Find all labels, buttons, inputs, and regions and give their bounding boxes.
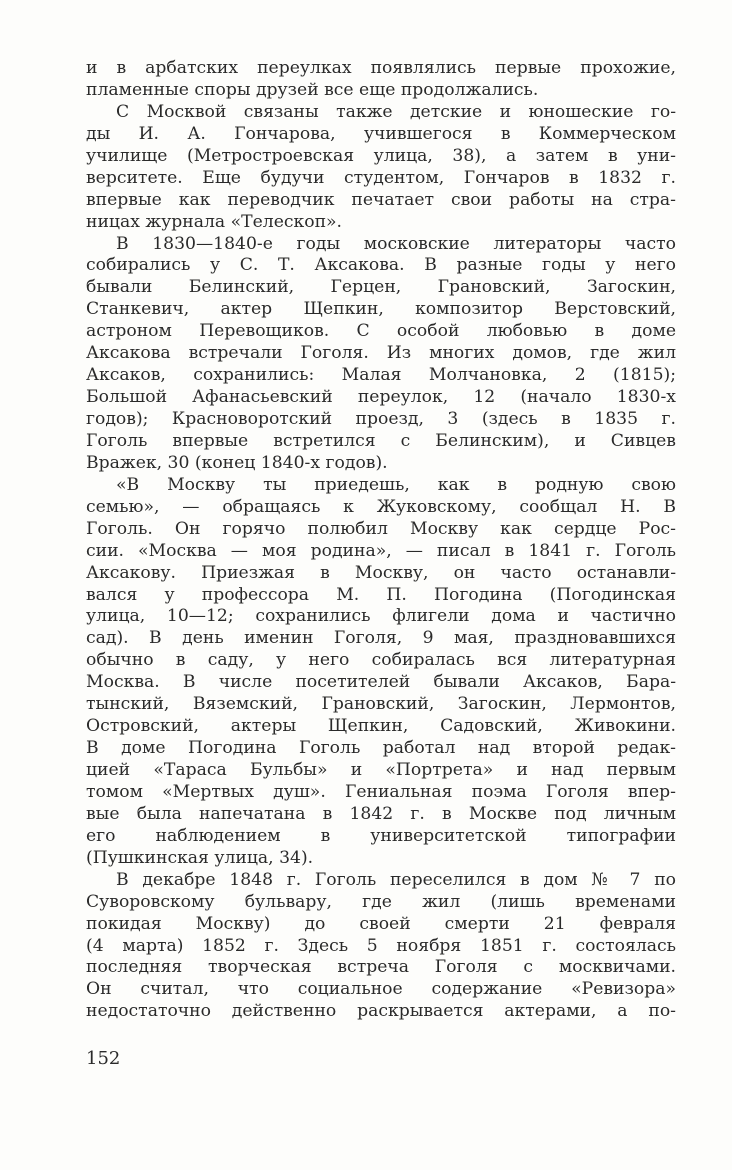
text-line-39: Суворовскому бульвару, где жил (лишь временами [86, 891, 676, 912]
text-line-31: Островский, актеры Щепкин, Садовский, Живокини. [86, 716, 676, 737]
text-line-33: цией «Тараса Бульбы» и «Портрета» и над первым [86, 760, 676, 780]
text-line-11: бывали Белинский, Герцен, Грановский, Загоскин, [86, 277, 676, 298]
text-line-19: Вражек, 30 (конец 1840-х годов). [86, 452, 388, 473]
text-line-23: сии. «Москва — моя родина», — писал в 1841 г. Гоголь [86, 540, 676, 561]
text-line-10: собирались у С. Т. Аксакова. В разные годы у него [86, 255, 676, 276]
text-line-43: Он считал, что социальное содержание «Ревизора» [86, 979, 676, 1000]
text-line-26: улица, 10—12; сохранились флигели дома и частично [86, 606, 676, 627]
text-line-24: Аксакову. Приезжая в Москву, он часто останавли- [86, 562, 676, 583]
text-line-38: В декабре 1848 г. Гоголь переселился в дом № 7 по [116, 869, 676, 890]
text-line-41: (4 марта) 1852 г. Здесь 5 ноября 1851 г. состоялась [86, 935, 676, 956]
text-line-21: семью», — обращаясь к Жуковскому, сообщал Н. В [86, 496, 676, 517]
text-line-27: сад). В день именин Гоголя, 9 мая, праздновавшихся [86, 628, 676, 649]
text-line-35: вые была напечатана в 1842 г. в Москве под личным [86, 803, 676, 824]
text-line-32: В доме Погодина Гоголь работал над второй редак- [86, 738, 676, 759]
text-line-1: и в арбатских переулках появлялись первые прохожие, [86, 58, 676, 78]
text-line-14: Аксакова встречали Гоголя. Из многих домов, где жил [86, 343, 676, 364]
text-line-16: Большой Афанасьевский переулок, 12 (начало 1830-х [86, 387, 676, 408]
text-line-25: вался у профессора М. П. Погодина (Погодинская [86, 584, 676, 605]
text-line-29: Москва. В числе посетителей бывали Аксаков, Бара- [86, 672, 676, 693]
body-text [86, 58, 676, 1023]
text-line-13: астроном Перевощиков. С особой любовью в доме [86, 321, 676, 342]
text-line-40: покидая Москву) до своей смерти 21 февраля [86, 913, 676, 934]
text-line-5: училище (Метростроевская улица, 38), а затем в уни- [86, 145, 676, 166]
text-line-15: Аксаков, сохранились: Малая Молчановка, 2 (1815); [86, 365, 676, 386]
text-line-22: Гоголь. Он горячо полюбил Москву как сердце Рос- [86, 518, 676, 539]
page-number: 152 [86, 1048, 121, 1069]
text-line-37: (Пушкинская улица, 34). [86, 847, 314, 868]
text-line-28: обычно в саду, у него собиралась вся литературная [86, 650, 676, 671]
text-line-3: С Москвой связаны также детские и юношеские го- [116, 101, 676, 122]
text-line-8: ницах журнала «Телескоп». [86, 211, 343, 232]
text-line-18: Гоголь впервые встретился с Белинским), и Сивцев [86, 430, 676, 451]
text-line-20: «В Москву ты приедешь, как в родную свою [116, 474, 676, 495]
text-line-34: томом «Мертвых душ». Гениальная поэма Гоголя впер- [86, 781, 676, 802]
text-line-30: тынский, Вяземский, Грановский, Загоскин, Лермонтов, [86, 694, 676, 715]
text-line-44: недостаточно действенно раскрывается актерами, а по- [86, 1001, 676, 1022]
text-line-36: его наблюдением в университетской типографии [86, 825, 676, 846]
text-line-9: В 1830—1840-е годы московские литераторы часто [116, 233, 676, 254]
text-line-2: пламенные споры друзей все еще продолжались. [86, 79, 539, 100]
text-line-6: верситете. Еще будучи студентом, Гончаров в 1832 г. [86, 167, 676, 188]
text-line-12: Станкевич, актер Щепкин, композитор Верстовский, [86, 299, 676, 320]
text-line-7: впервые как переводчик печатает свои работы на стра- [86, 189, 676, 210]
text-line-4: ды И. А. Гончарова, учившегося в Коммерческом [86, 123, 676, 144]
text-line-17: годов); Красноворотский проезд, 3 (здесь в 1835 г. [86, 409, 676, 429]
text-line-42: последняя творческая встреча Гоголя с москвичами. [86, 957, 676, 978]
